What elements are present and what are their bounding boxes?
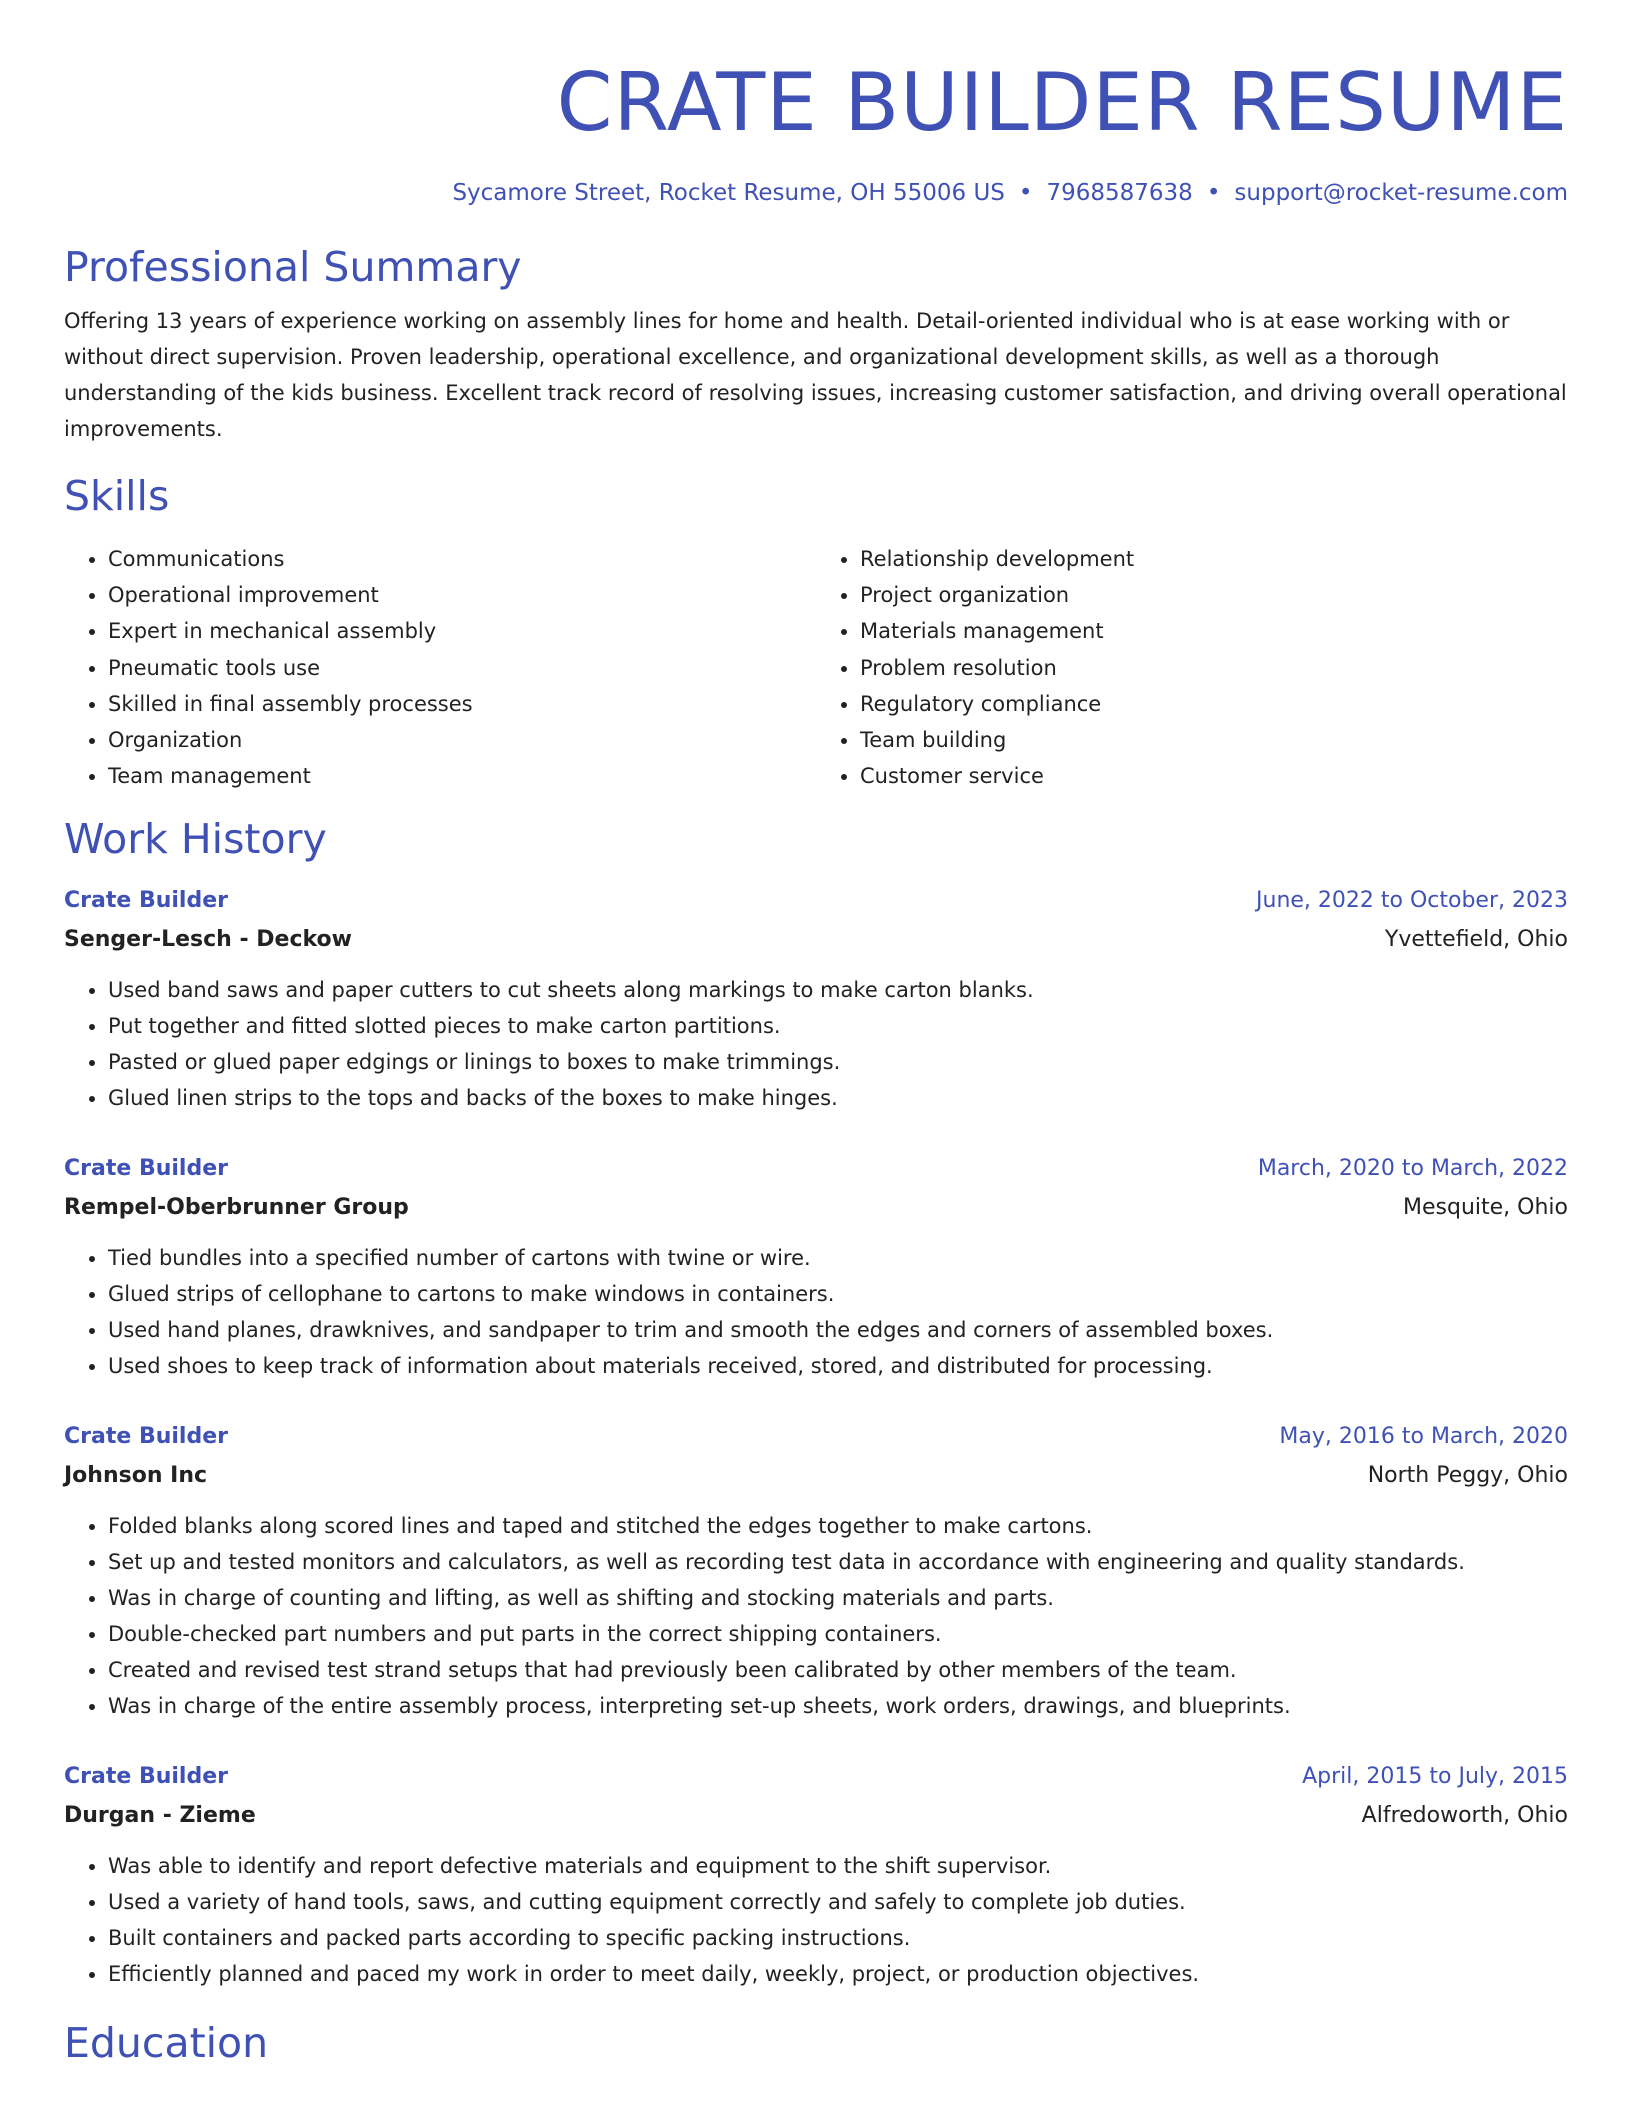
job-title: Crate Builder [64,1764,228,1790]
job-bullet: • Pasted or glued paper edgings or linings to boxes to make trimmings. [108,1044,1568,1080]
job-company-row [64,1188,1568,1228]
job-dates: June, 2022 to October, 2023 [1256,888,1568,914]
job-bullet: • Was in charge of the entire assembly process, interpreting set-up sheets, work orders, drawings, and blueprints. [108,1688,1568,1724]
section-heading-work-history: Work History [64,815,327,864]
job-location: Alfredoworth, Ohio [1361,1803,1568,1829]
skill-item: • Pneumatic tools use [108,650,816,686]
skill-item: • Team management [108,758,816,794]
job-entry [64,1418,1568,1724]
contact-address: Sycamore Street, Rocket Resume, OH 55006 US [452,180,1005,206]
job-bullet: • Built containers and packed parts according to specific packing instructions. [108,1920,1568,1956]
job-bullet: • Used a variety of hand tools, saws, and cutting equipment correctly and safely to complete job duties. [108,1884,1568,1920]
job-company: Senger-Lesch - Deckow [64,927,352,953]
job-bullet: • Double-checked part numbers and put parts in the correct shipping containers. [108,1616,1568,1652]
job-bullet: • Glued strips of cellophane to cartons to make windows in containers. [108,1276,1568,1312]
contact-phone: 7968587638 [1046,180,1193,206]
job-company-row [64,1456,1568,1496]
contact-separator: • [1018,180,1033,206]
job-bullet: • Tied bundles into a specified number of cartons with twine or wire. [108,1240,1568,1276]
contact-email: support@rocket-resume.com [1234,180,1568,206]
resume-page [64,0,1568,2068]
section-heading-education: Education [64,2019,269,2068]
job-company-row [64,1796,1568,1836]
contact-separator: • [1206,180,1221,206]
job-title: Crate Builder [64,888,228,914]
job-bullets [64,1848,1568,1992]
job-bullet: • Folded blanks along scored lines and taped and stitched the edges together to make cartons. [108,1508,1568,1544]
skill-item: • Regulatory compliance [860,686,1568,722]
job-bullets [64,1508,1568,1724]
skill-item: • Communications [108,541,816,577]
job-bullet: • Set up and tested monitors and calculators, as well as recording test data in accordance with engineering and quality standards. [108,1544,1568,1580]
job-bullet: • Was able to identify and report defective materials and equipment to the shift supervisor. [108,1848,1568,1884]
skills-column-left [64,541,816,794]
job-entry [64,882,1568,1116]
skills-grid [64,541,1568,794]
job-company: Durgan - Zieme [64,1803,256,1829]
skill-item: • Operational improvement [108,577,816,613]
job-title-row [64,882,1568,920]
job-dates: March, 2020 to March, 2022 [1257,1156,1568,1182]
skill-item: • Relationship development [860,541,1568,577]
summary-text: Offering 13 years of experience working on assembly lines for home and health. Detail-oriented individual who is at ease working with or without direct supervision. Proven leadership, operational excellence, and organizational development skills, as well as a thorough understanding of the kids business. Excellent track record of resolving issues, increasing customer satisfaction, and driving overall operational improvements. [64,309,1567,441]
skill-item: • Problem resolution [860,650,1568,686]
section-heading-summary: Professional Summary [64,243,522,291]
job-entry [64,1758,1568,1992]
job-entry [64,1150,1568,1384]
job-title-row [64,1418,1568,1456]
job-bullet: • Used hand planes, drawknives, and sandpaper to trim and smooth the edges and corners of assembled boxes. [108,1312,1568,1348]
skill-item: • Skilled in final assembly processes [108,686,816,722]
job-dates: April, 2015 to July, 2015 [1302,1764,1568,1790]
job-bullets [64,972,1568,1116]
job-location: North Peggy, Ohio [1367,1463,1568,1489]
job-company: Rempel-Oberbrunner Group [64,1195,409,1221]
job-title: Crate Builder [64,1424,228,1450]
job-bullet: • Put together and fitted slotted pieces to make carton partitions. [108,1008,1568,1044]
skill-item: • Materials management [860,613,1568,649]
contact-line [64,176,1568,210]
resume-title: CRATE BUILDER RESUME [556,56,1568,149]
job-bullet: • Was in charge of counting and lifting, as well as shifting and stocking materials and parts. [108,1580,1568,1616]
skills-section [64,471,1568,794]
job-bullet: • Used shoes to keep track of information about materials received, stored, and distributed for processing. [108,1348,1568,1384]
job-title: Crate Builder [64,1156,228,1182]
section-heading-skills: Skills [64,472,170,520]
job-company: Johnson Inc [64,1463,208,1489]
job-bullet: • Used band saws and paper cutters to cut sheets along markings to make carton blanks. [108,972,1568,1008]
skills-column-right [816,541,1568,794]
job-bullet: • Created and revised test strand setups that had previously been calibrated by other members of the team. [108,1652,1568,1688]
job-title-row [64,1150,1568,1188]
professional-summary-section [64,242,1568,447]
job-location: Yvettefield, Ohio [1384,927,1568,953]
job-company-row [64,920,1568,960]
job-location: Mesquite, Ohio [1403,1195,1568,1221]
work-history-section [64,814,1568,1992]
job-title-row [64,1758,1568,1796]
skill-item: • Organization [108,722,816,758]
job-bullet: • Glued linen strips to the tops and backs of the boxes to make hinges. [108,1080,1568,1116]
job-bullets [64,1240,1568,1384]
skill-item: • Customer service [860,758,1568,794]
skill-item: • Project organization [860,577,1568,613]
skill-item: • Expert in mechanical assembly [108,613,816,649]
education-section [64,2018,1568,2068]
job-bullet: • Efficiently planned and paced my work in order to meet daily, weekly, project, or production objectives. [108,1956,1568,1992]
skill-item: • Team building [860,722,1568,758]
job-dates: May, 2016 to March, 2020 [1279,1424,1568,1450]
